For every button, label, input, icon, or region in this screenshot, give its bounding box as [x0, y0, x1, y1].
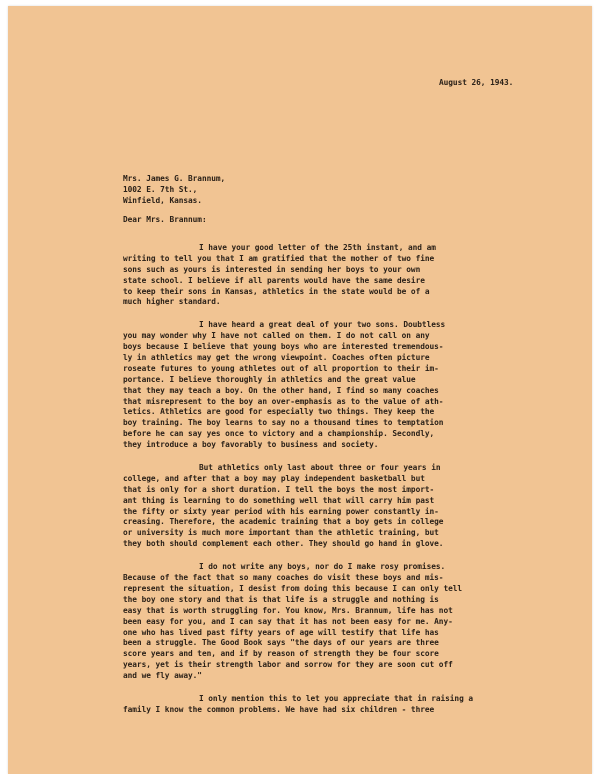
text-line: creasing. Therefore, the academic training that a boy gets in college: [123, 517, 444, 527]
paragraph-1: [123, 243, 473, 308]
text-line: or university is much more important than the athletic training, but: [123, 528, 439, 538]
text-line: they both should complement each other. They should go hand in glove.: [123, 539, 444, 549]
address-line-city: Winfield, Kansas.: [123, 195, 202, 205]
text-line: roseate futures to young athletes out of all proportion to their im-: [123, 363, 439, 373]
paragraph-3: [123, 463, 473, 550]
text-line: I have your good letter of the 25th instant, and am: [199, 243, 436, 252]
letter-date: August 26, 1943.: [439, 78, 514, 87]
text-line: that misrepresent to the boy an over-emphasis as to the value of ath-: [123, 396, 444, 406]
text-line: score years and ten, and if by reason of strength they be four score: [123, 649, 439, 659]
text-line: ly in athletics may get the wrong viewpoint. Coaches often picture: [123, 353, 430, 363]
paragraph-4: [123, 562, 473, 682]
text-line: easy that is worth struggling for. You know, Mrs. Brannum, life has not: [123, 605, 453, 615]
text-line: and we fly away.": [123, 671, 202, 681]
text-line: that is only for a short duration. I tell the boys the most import-: [123, 484, 435, 494]
text-line: before he can say yes once to victory and a championship. Secondly,: [123, 429, 435, 439]
text-line: family I know the common problems. We have had six children - three: [123, 704, 435, 714]
paragraph-5: [123, 694, 473, 716]
text-line: that they may teach a boy. On the other hand, I find so many coaches: [123, 385, 439, 395]
text-line: sons such as yours is interested in sending her boys to your own: [123, 264, 421, 274]
text-line: they introduce a boy favorably to business and society.: [123, 440, 379, 450]
paragraph-2: [123, 320, 473, 451]
text-line: I do not write any boys, nor do I make rosy promises.: [199, 562, 446, 572]
text-line: years, yet is their strength labor and sorrow for they are soon cut off: [123, 660, 453, 670]
text-line: much higher standard.: [123, 297, 221, 307]
text-line: writing to tell you that I am gratified that the mother of two fine: [123, 253, 435, 263]
text-line: letics. Athletics are good for especially two things. They keep the: [123, 407, 435, 417]
text-line: I have heard a great deal of your two sons. Doubtless: [199, 320, 446, 330]
letter-page: [8, 6, 592, 774]
text-line: But athletics only last about three or four years in: [199, 463, 441, 473]
text-line: boy training. The boy learns to say no a thousand times to temptation: [123, 418, 444, 428]
letter-body: [123, 243, 473, 728]
text-line: the fifty or sixty year period with his earning power constantly in-: [123, 506, 439, 516]
text-line: college, and after that a boy may play independent basketball but: [123, 473, 425, 483]
text-line: Because of the fact that so many coaches do visit these boys and mis-: [123, 573, 444, 583]
address-line-name: Mrs. James G. Brannum,: [123, 174, 226, 183]
text-line: you may wonder why I have not called on them. I do not call on any: [123, 331, 430, 341]
text-line: been a struggle. The Good Book says "the days of our years are three: [123, 638, 439, 648]
text-line: been easy for you, and I can say that it has not been easy for me. Any-: [123, 616, 453, 626]
text-line: I only mention this to let you appreciate that in raising a: [199, 693, 474, 703]
address-line-street: 1002 E. 7th St.,: [123, 184, 198, 194]
text-line: portance. I believe thoroughly in athletics and the great value: [123, 374, 416, 384]
text-line: represent the situation, I desist from doing this because I can only tell: [123, 583, 463, 593]
salutation: Dear Mrs. Brannum:: [123, 215, 207, 224]
text-line: boys because I believe that young boys who are interested tremendous-: [123, 342, 444, 352]
text-line: one who has lived past fifty years of age will testify that life has: [123, 627, 439, 637]
text-line: ant thing is learning to do something well that will carry him past: [123, 495, 435, 505]
recipient-address: [123, 174, 225, 207]
text-line: the boy one story and that is that life is a struggle and nothing is: [123, 594, 439, 604]
text-line: state school. I believe if all parents would have the same desire: [123, 275, 425, 285]
text-line: to keep their sons in Kansas, athletics in the state would be of a: [123, 286, 430, 296]
